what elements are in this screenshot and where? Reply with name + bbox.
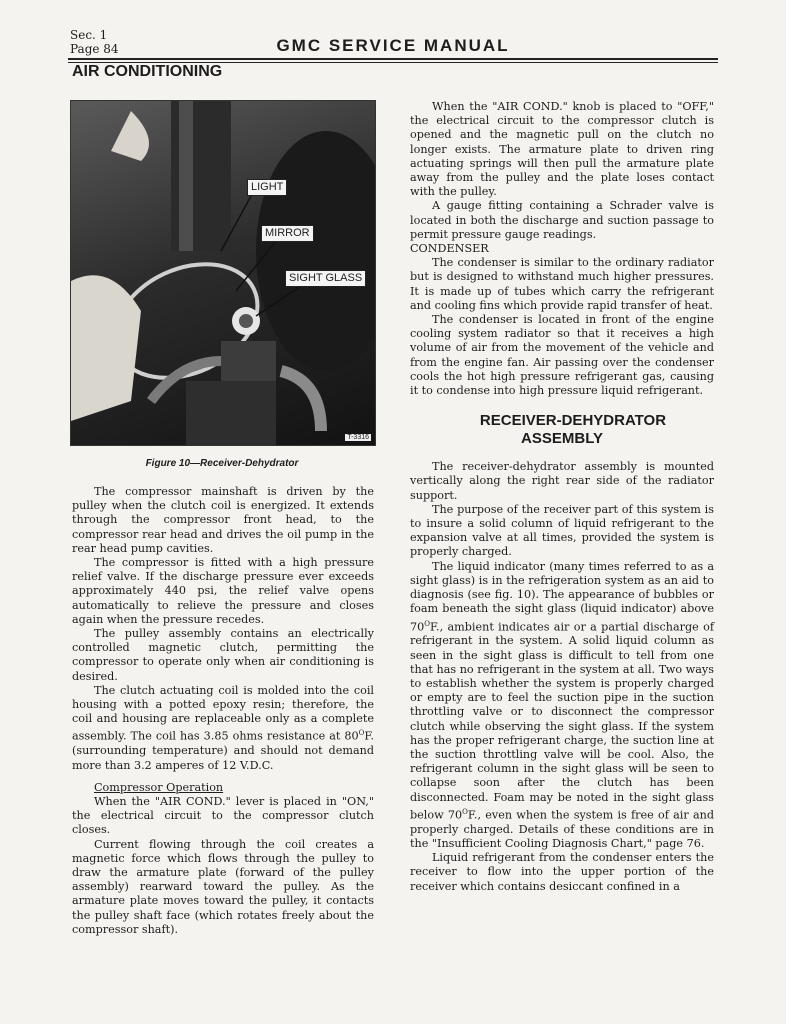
paragraph: When the "AIR COND." knob is placed to "OFF," the electrical circuit to the compressor clutch is opened and the magnetic pull on the clutch no longer exists. The armature plate to driven ring actuating springs will then pull the armature plate away from the pulley and the plate loses contact with the pulley. [410,100,714,199]
section-title: AIR CONDITIONING [72,63,223,80]
paragraph: The liquid indicator (many times referred to as a sight glass) is in the refrigeration system as an aid to diagnosis (see fig. 10). The appearance of bubbles or foam beneath the sight glass (liquid indicator) above $70^OF$., ambient indicates air or a partial discharge of refrigerant in the system. A solid liquid column as seen in the sight glass is difficult to tell from one that has no refrigerant in the system at all. Two ways to establish whether the system is properly charged or empty are to feel the suction pipe in the suction throttling valve or to disconnect the compressor clutch while observing the sight glass. If the system has the proper refrigerant charge, the suction line at the suction throttling valve will be cool. Also, the refrigerant column in the sight glass will be seen to collapse soon after the clutch has been disconnected. Foam may be noted in the sight glass below $70^OF$., even when the system is free of air and properly charged. Details of these conditions are in the "Insufficient Cooling Diagnosis Chart," page 76. [410,559,714,851]
paragraph: A gauge fitting containing a Schrader valve is located in both the discharge and suction passage to permit pressure gauge readings. [410,199,714,241]
receiver-heading: RECEIVER-DEHYDRATOR ASSEMBLY [479,412,667,448]
callout-mirror: MIRROR [261,225,314,242]
callout-sight-glass: SIGHT GLASS [285,270,366,287]
figure-number: T-3316 [347,434,369,441]
paragraph: The clutch actuating coil is molded into the coil housing with a potted epoxy resin; therefore, the coil and housing are replaceable only as a complete assembly. The coil has 3.85 ohms resistance at $80^OF$. (surrounding temperature) and should not demand more than 3.2 amperes of 12 V.D.C. [72,683,374,772]
paragraph: When the "AIR COND." lever is placed in "ON," the electrical circuit to the compressor clutch closes. [72,795,374,837]
page-number: Page 84 [70,42,119,56]
paragraph: Current flowing through the coil creates a magnetic force which flows through the pulley to draw the armature plate (forward of the pulley assembly) rearward toward the pulley. As the armature plate moves toward the pulley, it contacts the pulley shaft face (which rotates freely about the compressor shaft). [72,837,374,936]
paragraph: The compressor mainshaft is driven by the pulley when the clutch coil is energized. It extends through the compressor front head, to the compressor rear head and drives the oil pump in the rear head pump cavities. [72,485,374,555]
condenser-heading: CONDENSER [410,242,489,256]
header-rule [68,58,718,60]
left-column [72,485,374,937]
figure-caption: Figure 10—Receiver-Dehydrator [145,458,299,469]
left-hand [71,275,141,421]
paragraph: Liquid refrigerant from the condenser enters the receiver to flow into the upper portion of the receiver which contains desiccant confined in a [410,851,714,893]
receiver-dehydrator-photo [70,100,376,446]
manual-title: GMC SERVICE MANUAL [276,36,510,55]
paragraph: The condenser is located in front of the engine cooling system radiator so that it receives a high volume of air from the movement of the vehicle and from the engine fan. Air passing over the condenser cools the hot high pressure refrigerant gas, causing it to condense into high pressure liquid refrigerant. [410,313,714,398]
paragraph: The purpose of the receiver part of this system is to insure a solid column of liquid refrigerant to the expansion valve at all times, provided the system is properly charged. [410,502,714,559]
receiver-body [186,381,276,445]
callout-light: LIGHT [247,179,287,196]
section-number: Sec. 1 [70,28,108,42]
paragraph: The compressor is fitted with a high pressure relief valve. If the discharge pressure ever exceeds approximately 440 psi, the relief valve opens automatically to relieve the pressure and closes again when the pressure recedes. [72,556,374,626]
fitting-block [221,341,276,381]
compressor-operation-heading: Compressor Operation [94,780,224,794]
right-column [410,100,714,894]
refrigerant-line-right [281,371,321,431]
paragraph: The pulley assembly contains an electrically controlled magnetic clutch, permitting the compressor to operate only when air conditioning is desired. [72,627,374,683]
engine-shadow [256,131,375,371]
paragraph: The receiver-dehydrator assembly is mounted vertically along the right rear side of the radiator support. [410,460,714,502]
hand-top [111,111,149,161]
paragraph: The condenser is similar to the ordinary radiator but is designed to withstand much higher pressures. It is made up of tubes which carry the refrigerant and cooling fins which provide rapid transfer of heat. [410,256,714,312]
